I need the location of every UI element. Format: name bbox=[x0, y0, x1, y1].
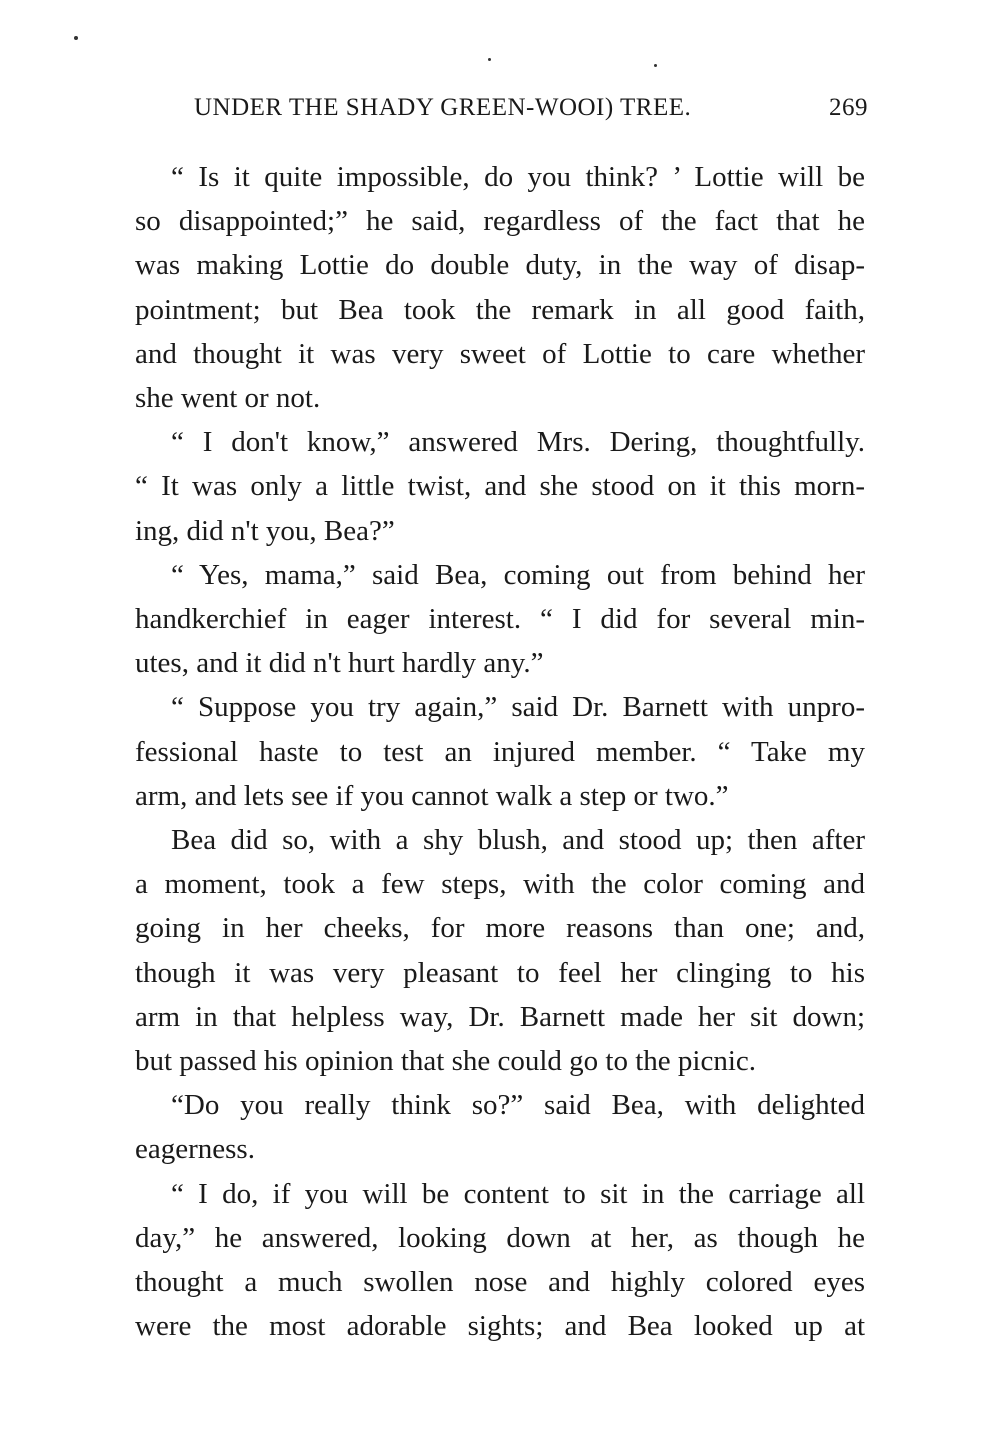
paragraph bbox=[135, 1083, 865, 1171]
text-line: but passed his opinion that she could go to the picnic. bbox=[135, 1045, 756, 1078]
text-line: a moment, took a few steps, with the color coming and bbox=[135, 868, 865, 901]
text-line: she went or not. bbox=[135, 382, 321, 415]
text-line: ing, did n't you, Bea?” bbox=[135, 514, 395, 547]
text-line: utes, and it did n't hurt hardly any.” bbox=[135, 647, 544, 680]
text-line: “ I do, if you will be content to sit in the carriage all bbox=[171, 1177, 865, 1210]
text-line: and thought it was very sweet of Lottie to care whether bbox=[135, 337, 865, 370]
text-line: “ It was only a little twist, and she stood on it this morn- bbox=[135, 470, 865, 503]
text-line: eagerness. bbox=[135, 1133, 255, 1166]
body-text bbox=[135, 155, 865, 1348]
text-line: were the most adorable sights; and Bea looked up at bbox=[135, 1310, 865, 1343]
paragraph bbox=[135, 553, 865, 686]
text-line: Bea did so, with a shy blush, and stood up; then after bbox=[171, 824, 865, 857]
print-speck bbox=[74, 36, 78, 40]
text-line: “ Suppose you try again,” said Dr. Barnett with unpro- bbox=[171, 691, 865, 724]
paragraph bbox=[135, 155, 865, 420]
print-speck bbox=[488, 58, 491, 61]
text-line: arm, and lets see if you cannot walk a step or two.” bbox=[135, 779, 729, 812]
text-line: “ Yes, mama,” said Bea, coming out from behind her bbox=[171, 558, 865, 591]
text-line: arm in that helpless way, Dr. Barnett made her sit down; bbox=[135, 1000, 865, 1033]
text-line: “ Is it quite impossible, do you think? ’ Lottie will be bbox=[171, 161, 865, 193]
text-line: pointment; but Bea took the remark in all good faith, bbox=[135, 293, 865, 326]
text-line: handkerchief in eager interest. “ I did for several min- bbox=[135, 603, 865, 636]
text-line: “ I don't know,” answered Mrs. Dering, thoughtfully. bbox=[171, 426, 865, 459]
text-line: day,” he answered, looking down at her, as though he bbox=[135, 1221, 865, 1254]
paragraph bbox=[135, 818, 865, 1083]
text-line: “Do you really think so?” said Bea, with delighted bbox=[171, 1089, 865, 1122]
paragraph bbox=[135, 420, 865, 553]
text-line: going in her cheeks, for more reasons than one; and, bbox=[135, 912, 865, 945]
page-number: 269 bbox=[829, 94, 868, 121]
running-head: UNDER THE SHADY GREEN-WOOI) TREE. bbox=[194, 94, 692, 121]
text-line: was making Lottie do double duty, in the way of disap- bbox=[135, 249, 865, 282]
text-line: thought a much swollen nose and highly colored eyes bbox=[135, 1266, 865, 1299]
print-speck bbox=[654, 64, 657, 67]
text-line: though it was very pleasant to feel her clinging to his bbox=[135, 956, 865, 989]
text-line: fessional haste to test an injured member. “ Take my bbox=[135, 735, 865, 768]
page-header bbox=[194, 88, 868, 128]
paragraph bbox=[135, 685, 865, 818]
paragraph bbox=[135, 1172, 865, 1349]
text-line: so disappointed;” he said, regardless of the fact that he bbox=[135, 205, 865, 238]
